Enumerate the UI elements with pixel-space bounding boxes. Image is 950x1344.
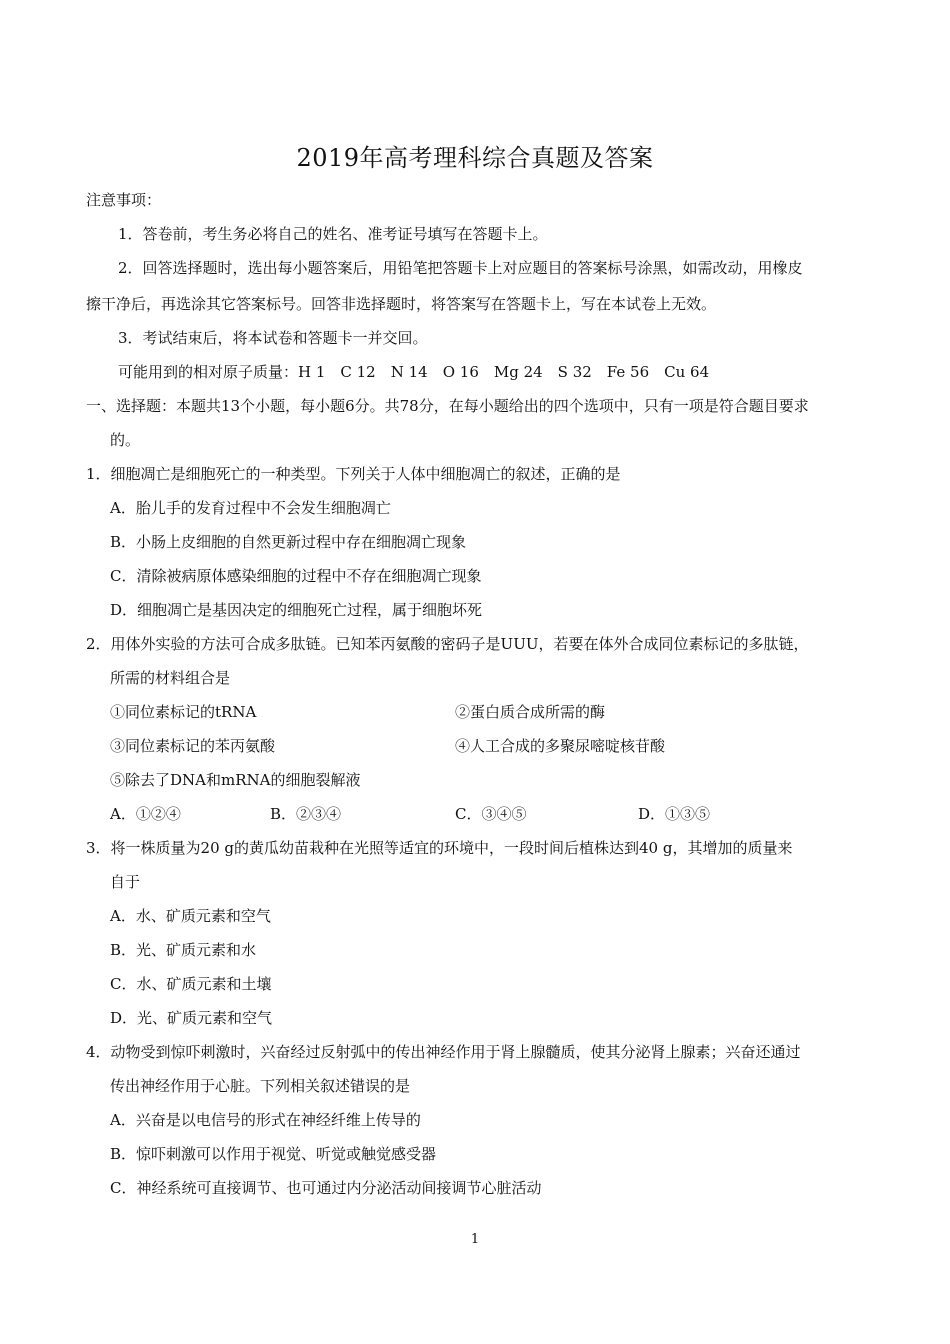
question-2-stem-line-2: 所需的材料组合是 [110, 669, 231, 687]
question-2-option-d: D．①③⑤ [638, 805, 711, 823]
page-title: 2019年高考理科综合真题及答案 [296, 144, 654, 172]
notice-item-2-line-1: 2．回答选择题时，选出每小题答案后，用铅笔把答题卡上对应题目的答案标号涂黑，如需改动，用橡皮 [118, 259, 803, 277]
question-2-material-4: ④人工合成的多聚尿嘧啶核苷酸 [455, 737, 666, 755]
question-4-option-c: C．神经系统可直接调节、也可通过内分泌活动间接调节心脏活动 [110, 1179, 542, 1197]
atomic-masses: 可能用到的相对原子质量：H 1 C 12 N 14 O 16 Mg 24 S 32 Fe 56 Cu 64 [118, 363, 710, 381]
question-2-option-c: C．③④⑤ [455, 805, 527, 823]
question-3-option-b: B．光、矿质元素和水 [110, 941, 257, 959]
question-2-stem-line-1: 2．用体外实验的方法可合成多肽链。已知苯丙氨酸的密码子是UUU，若要在体外合成同位素标记的多肽链， [86, 635, 809, 653]
question-2-material-5: ⑤除去了DNA和mRNA的细胞裂解液 [110, 771, 361, 789]
question-2-material-2: ②蛋白质合成所需的酶 [455, 703, 606, 721]
question-3-stem-line-2: 自于 [110, 873, 141, 891]
question-1-option-d: D．细胞凋亡是基因决定的细胞死亡过程，属于细胞坏死 [110, 601, 483, 619]
question-4-stem-line-2: 传出神经作用于心脏。下列相关叙述错误的是 [110, 1077, 411, 1095]
page-number: 1 [470, 1232, 480, 1247]
notice-item-2-line-2: 擦干净后，再选涂其它答案标号。回答非选择题时，将答案写在答题卡上，写在本试卷上无效。 [86, 295, 717, 313]
question-3-stem-line-1: 3．将一株质量为20 g的黄瓜幼苗栽种在光照等适宜的环境中，一段时间后植株达到40 g，其增加的质量来 [86, 839, 793, 857]
notice-item-3: 3．考试结束后，将本试卷和答题卡一并交回。 [118, 329, 428, 347]
question-3-option-c: C．水、矿质元素和土壤 [110, 975, 272, 993]
question-3-option-d: D．光、矿质元素和空气 [110, 1009, 273, 1027]
question-4-option-a: A．兴奋是以电信号的形式在神经纤维上传导的 [110, 1111, 421, 1129]
question-2-material-1: ①同位素标记的tRNA [110, 703, 257, 721]
question-1-option-b: B．小肠上皮细胞的自然更新过程中存在细胞凋亡现象 [110, 533, 467, 551]
question-1-option-a: A．胎儿手的发育过程中不会发生细胞凋亡 [110, 499, 391, 517]
notice-item-1: 1．答卷前，考生务必将自己的姓名、准考证号填写在答题卡上。 [118, 225, 548, 243]
question-2-option-b: B．②③④ [270, 805, 342, 823]
section-heading-line-2: 的。 [110, 431, 141, 449]
question-4-stem-line-1: 4．动物受到惊吓刺激时，兴奋经过反射弧中的传出神经作用于肾上腺髓质，使其分泌肾上腺素；兴奋还通过 [86, 1043, 801, 1061]
question-2-option-a: A．①②④ [110, 805, 181, 823]
question-4-option-b: B．惊吓刺激可以作用于视觉、听觉或触觉感受器 [110, 1145, 437, 1163]
notice-heading: 注意事项： [86, 191, 162, 209]
section-heading-line-1: 一、选择题：本题共13个小题，每小题6分。共78分，在每小题给出的四个选项中，只有一项是符合题目要求 [86, 397, 809, 415]
question-3-option-a: A．水、矿质元素和空气 [110, 907, 271, 925]
question-2-material-3: ③同位素标记的苯丙氨酸 [110, 737, 276, 755]
question-1-option-c: C．清除被病原体感染细胞的过程中不存在细胞凋亡现象 [110, 567, 482, 585]
question-1-stem: 1．细胞凋亡是细胞死亡的一种类型。下列关于人体中细胞凋亡的叙述，正确的是 [86, 465, 621, 483]
